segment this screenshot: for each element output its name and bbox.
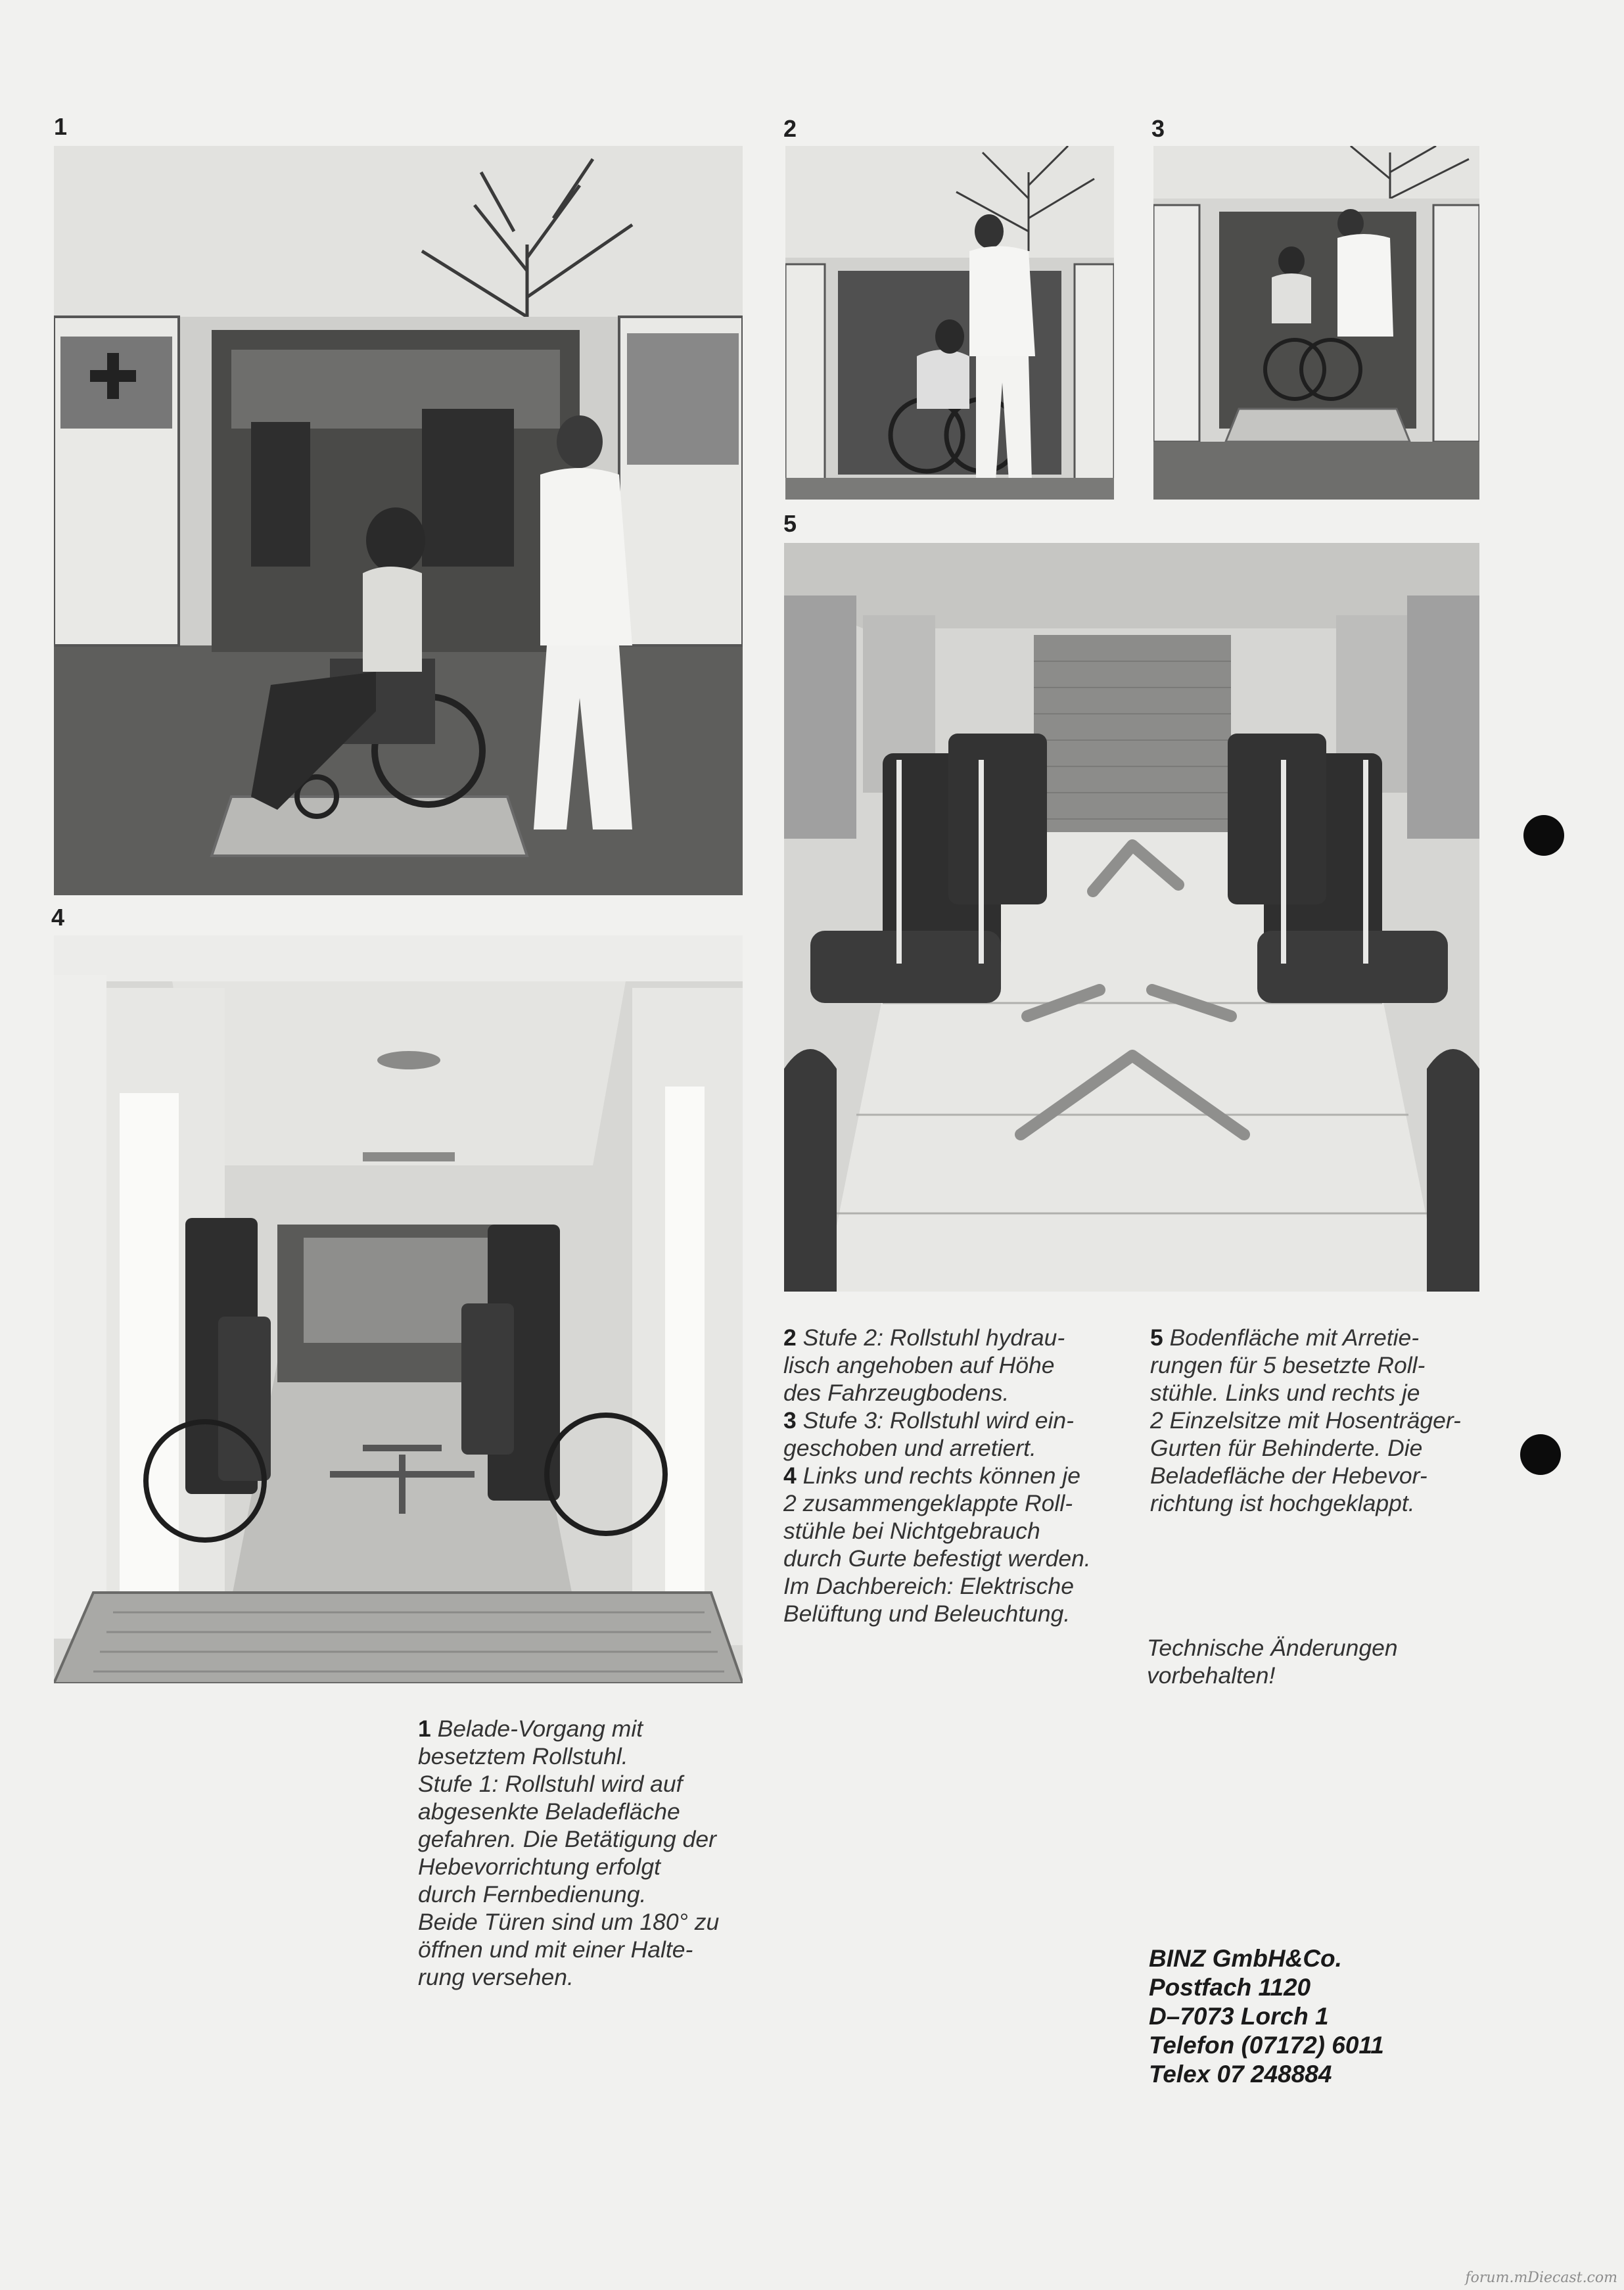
caption-1-line: Hebevorrichtung erfolgt: [418, 1854, 661, 1880]
caption-1-line: Beide Türen sind um 180° zu: [418, 1909, 720, 1935]
caption-2-line: Stufe 2: Rollstuhl hydrau-: [802, 1324, 1065, 1351]
caption-5-number: 5: [1150, 1324, 1163, 1351]
caption-4-line: Links und rechts können je: [802, 1462, 1080, 1489]
address-postbox: Postfach 1120: [1149, 1974, 1311, 2001]
figure-number-2: 2: [783, 115, 797, 142]
caption-5-line: rungen für 5 besetzte Roll-: [1150, 1352, 1426, 1378]
caption-4-line: 2 zusammengeklappte Roll-: [783, 1490, 1073, 1516]
caption-2-line: des Fahrzeugbodens.: [783, 1380, 1009, 1406]
address-company: BINZ GmbH&Co.: [1149, 1945, 1342, 1972]
caption-1-line: besetztem Rollstuhl.: [418, 1743, 628, 1769]
caption-4-line: Im Dachbereich: Elektrische: [783, 1573, 1074, 1599]
photo-3-wheelchair-inside: [1153, 146, 1479, 500]
company-address: [1149, 1944, 1384, 2089]
caption-5-line: richtung ist hochgeklappt.: [1150, 1490, 1415, 1516]
note-line: vorbehalten!: [1147, 1662, 1276, 1689]
caption-1-line: gefahren. Die Betätigung der: [418, 1826, 716, 1852]
figure-number-1: 1: [54, 113, 68, 140]
caption-1-line: rung versehen.: [418, 1964, 574, 1990]
caption-3-number: 3: [783, 1407, 797, 1434]
caption-5-line: Gurten für Behinderte. Die: [1150, 1435, 1423, 1461]
photo-4-interior-rear-view: [54, 935, 743, 1683]
caption-1-line: öffnen und mit einer Halte-: [418, 1936, 693, 1963]
caption-2-number: 2: [783, 1324, 797, 1351]
figure-number-4: 4: [51, 904, 65, 931]
caption-5-line: Beladefläche der Hebevor-: [1150, 1462, 1427, 1489]
caption-1-line: abgesenkte Beladefläche: [418, 1798, 680, 1825]
address-phone: Telefon (07172) 6011: [1149, 2032, 1384, 2059]
caption-1-line: Stufe 1: Rollstuhl wird auf: [418, 1771, 683, 1797]
photo-2-lift-raised: [785, 146, 1114, 500]
changes-reserved-note: [1147, 1634, 1489, 1689]
caption-3-line: geschoben und arretiert.: [783, 1435, 1036, 1461]
figure-number-5: 5: [783, 510, 797, 537]
address-telex: Telex 07 248884: [1149, 2061, 1332, 2088]
caption-5-line: stühle. Links und rechts je: [1150, 1380, 1420, 1406]
caption-5-line: 2 Einzelsitze mit Hosenträger-: [1150, 1407, 1461, 1434]
photo-5-floor-and-seats: [784, 543, 1479, 1292]
note-line: Technische Änderungen: [1147, 1635, 1398, 1661]
caption-figures-2-3-4: [783, 1324, 1125, 1627]
caption-2-line: lisch angehoben auf Höhe: [783, 1352, 1055, 1378]
caption-figure-1: [418, 1715, 786, 1991]
address-city: D–7073 Lorch 1: [1149, 2003, 1329, 2030]
punch-hole: [1523, 815, 1564, 856]
caption-5-line: Bodenfläche mit Arretie-: [1169, 1324, 1420, 1351]
watermark: forum.mDiecast.com: [1465, 2270, 1617, 2286]
caption-4-line: stühle bei Nichtgebrauch: [783, 1518, 1040, 1544]
figure-number-3: 3: [1151, 115, 1165, 142]
caption-4-line: durch Gurte befestigt werden.: [783, 1545, 1091, 1572]
caption-3-line: Stufe 3: Rollstuhl wird ein-: [802, 1407, 1075, 1434]
caption-4-line: Belüftung und Beleuchtung.: [783, 1601, 1071, 1627]
caption-figure-5: [1150, 1324, 1492, 1517]
caption-1-line: durch Fernbedienung.: [418, 1881, 647, 1907]
caption-1-number: 1: [418, 1716, 431, 1742]
punch-hole: [1520, 1434, 1561, 1475]
photo-1-loading-wheelchair: [54, 146, 743, 895]
caption-1-line: Belade-Vorgang mit: [437, 1716, 643, 1742]
caption-4-number: 4: [783, 1462, 797, 1489]
